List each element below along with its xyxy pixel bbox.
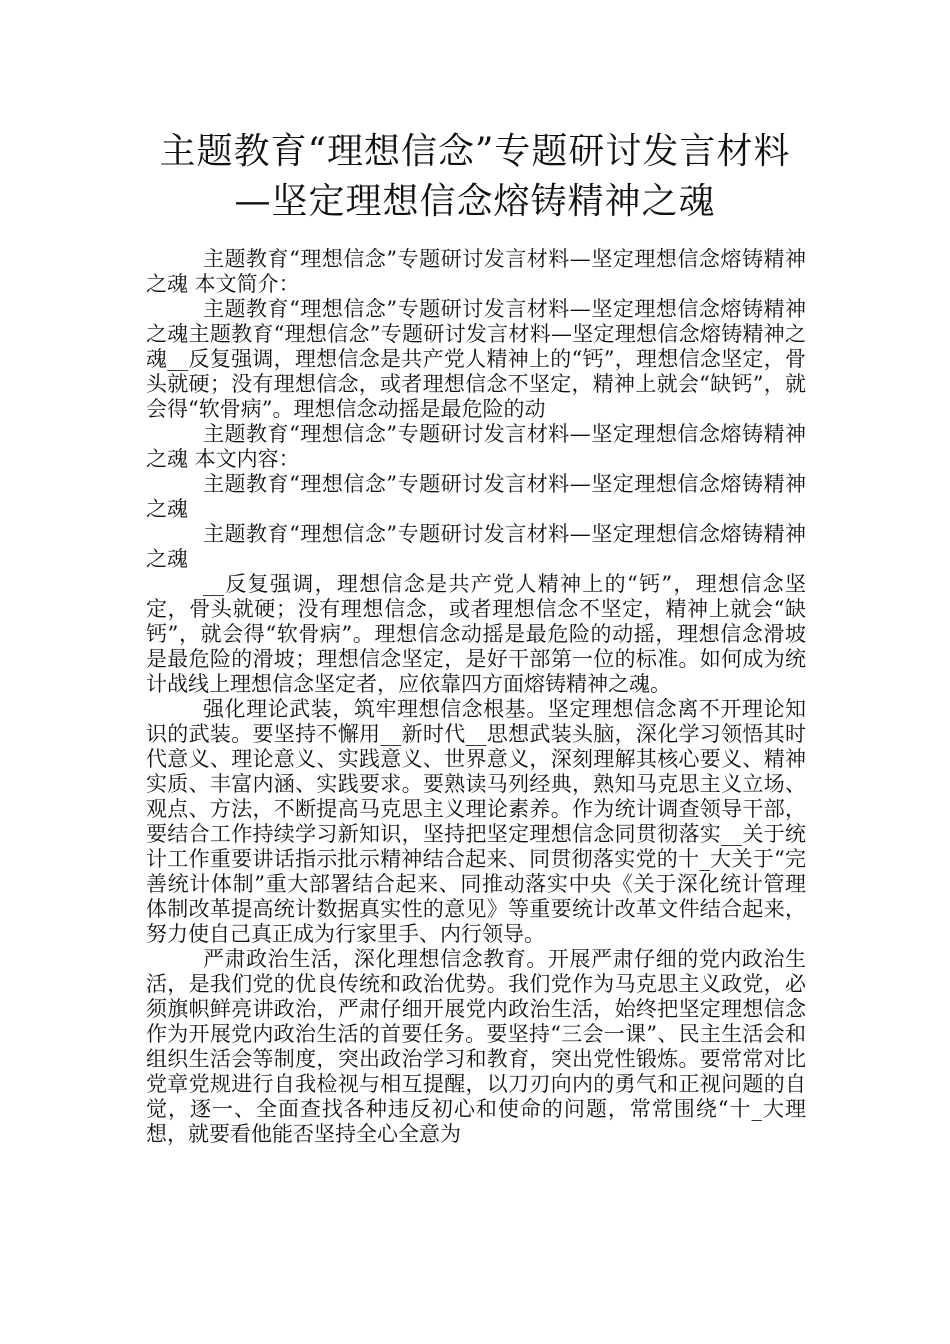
- paragraph-political-life: 严肃政治生活，深化理想信念教育。开展严肃仔细的党内政治生活，是我们党的优良传统和政治优势。我们党作为马克思主义政党，必须旗帜鲜亮讲政治，严肃仔细开展党内政治生活，始终把坚定理想信念作为开展党内政治生活的首要任务。要坚持“三会一课”、民主生活会和组织生活会等制度，突出政治学习和教育，突出党性锻炼。要常常对比党章党规进行自我检视与相互提醒，以刀刃向内的勇气和正视问题的自觉，逐一、全面查找各种违反初心和使命的问题，常常围绕“十_大理想，就要看他能否坚持全心全意为: [146, 947, 806, 1146]
- document-title-line-1: 主题教育“理想信念”专题研讨发言材料: [159, 131, 791, 172]
- paragraph-heading-repeat-2: 主题教育“理想信念”专题研讨发言材料—坚定理想信念熔铸精神之魂: [146, 522, 806, 571]
- paragraph-summary-text: 主题教育“理想信念”专题研讨发言材料—坚定理想信念熔铸精神之魂主题教育“理想信念”专题研讨发言材料—坚定理想信念熔铸精神之魂__反复强调，理想信念是共产党人精神上的“钙”，理想信念坚定，骨头就硬；没有理想信念，或者理想信念不坚定，精神上就会“缺钙”，就会得“软骨病”。理想信念动摇是最危险的动: [146, 297, 806, 421]
- document-body: [146, 247, 806, 1147]
- paragraph-summary-label: 主题教育“理想信念”专题研讨发言材料—坚定理想信念熔铸精神之魂 本文简介：: [146, 247, 806, 296]
- paragraph-content-label: 主题教育“理想信念”专题研讨发言材料—坚定理想信念熔铸精神之魂 本文内容：: [146, 422, 806, 471]
- paragraph-heading-repeat-1: 主题教育“理想信念”专题研讨发言材料—坚定理想信念熔铸精神之魂: [146, 472, 806, 521]
- document-title-line-2: —坚定理想信念熔铸精神之魂: [234, 181, 716, 222]
- paragraph-introduction: __反复强调，理想信念是共产党人精神上的“钙”，理想信念坚定，骨头就硬；没有理想信念，或者理想信念不坚定，精神上就会“缺钙”，就会得“软骨病”。理想信念动摇是最危险的动摇，理想信念滑坡是最危险的滑坡；理想信念坚定，是好干部第一位的标准。如何成为统计战线上理想信念坚定者，应依靠四方面熔铸精神之魂。: [146, 572, 806, 696]
- paragraph-theory-armament: 强化理论武装，筑牢理想信念根基。坚定理想信念离不开理论知识的武装。要坚持不懈用__新时代__思想武装头脑，深化学习领悟其时代意义、理论意义、实践意义、世界意义，深刻理解其核心要义、精神实质、丰富内涵、实践要求。要熟读马列经典，熟知马克思主义立场、观点、方法，不断提高马克思主义理论素养。作为统计调查领导干部，要结合工作持续学习新知识，坚持把坚定理想信念同贯彻落实__关于统计工作重要讲话指示批示精神结合起来、同贯彻落实党的十_大关于“完善统计体制”重大部署结合起来、同推动落实中央《关于深化统计管理体制改革提高统计数据真实性的意见》等重要统计改革文件结合起来，努力使自己真正成为行家里手、内行领导。: [146, 697, 806, 946]
